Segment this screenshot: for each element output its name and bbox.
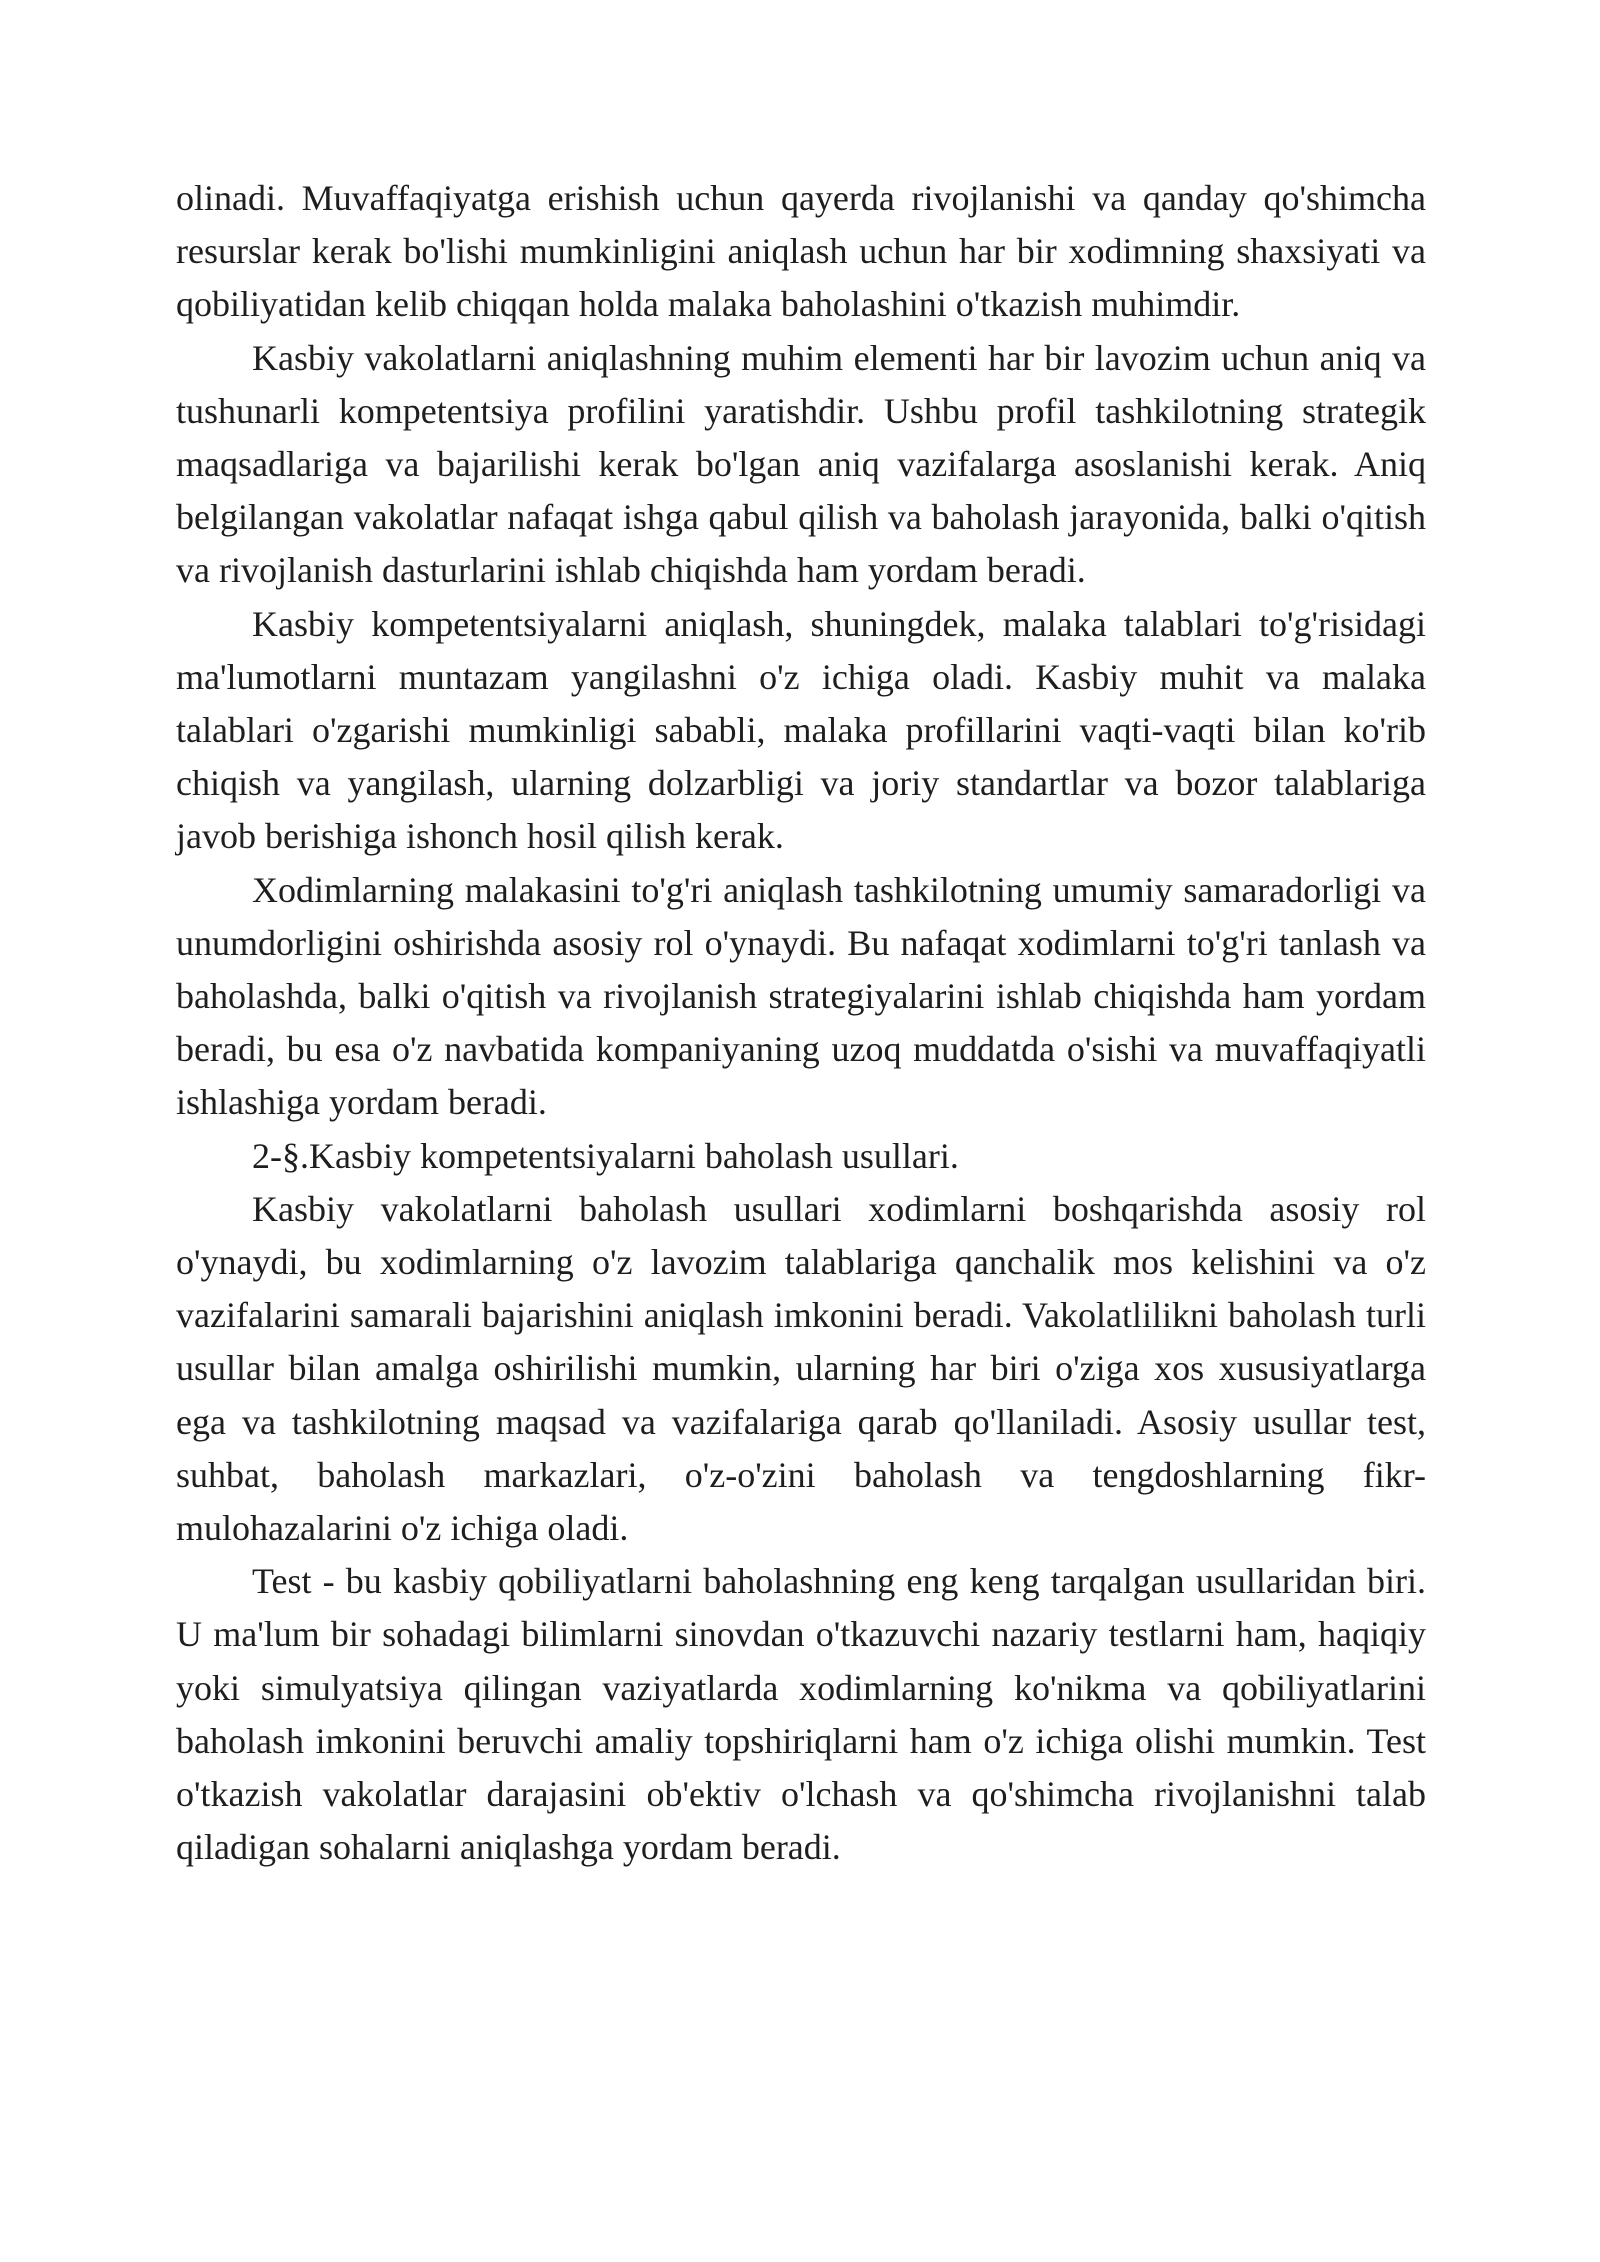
paragraph-continuation: olinadi. Muvaffaqiyatga erishish uchun qayerda rivojlanishi va qanday qo'shimcha resurslar kerak bo'lishi mumkinligini aniqlash uchun har bir xodimning shaxsiyati va qobiliyatidan kelib chiqqan holda malaka baholashini o'tkazish muhimdir. bbox=[176, 178, 1426, 325]
document-page bbox=[176, 172, 1426, 1875]
paragraph-assessment-methods: Kasbiy vakolatlarni baholash usullari xodimlarni boshqarishda asosiy rol o'ynaydi, bu xodimlarning o'z lavozim talablariga qanchalik mos kelishini va o'z vazifalarini samarali bajarishini aniqlash imkonini beradi. Vakolatlilikni baholash turli usullar bilan amalga oshirilishi mumkin, ularning har biri o'ziga xos xususiyatlarga ega va tashkilotning maqsad va vazifalariga qarab qo'llaniladi. Asosiy usullar test, suhbat, baholash markazlari, o'z-o'zini baholash va tengdoshlarning fikr-mulohazalarini o'z ichiga oladi. bbox=[176, 1188, 1426, 1549]
paragraph-testing: Test - bu kasbiy qobiliyatlarni baholashning eng keng tarqalgan usullaridan biri. U ma'lum bir sohadagi bilimlarni sinovdan o'tkazuvchi nazariy testlarni ham, haqiqiy yoki simulyatsiya qilingan vaziyatlarda xodimlarning ko'nikma va qobiliyatlarini baholash imkonini beruvchi amaliy topshiriqlarni ham o'z ichiga olishi mumkin. Test o'tkazish vakolatlar darajasini ob'ektiv o'lchash va qo'shimcha rivojlanishni talab qiladigan sohalarni aniqlashga yordam beradi. bbox=[176, 1561, 1426, 1868]
paragraph-competency-profile: Kasbiy vakolatlarni aniqlashning muhim elementi har bir lavozim uchun aniq va tushunarli kompetentsiya profilini yaratishdir. Ushbu profil tashkilotning strategik maqsadlariga va bajarilishi kerak bo'lgan aniq vazifalarga asoslanishi kerak. Aniq belgilangan vakolatlar nafaqat ishga qabul qilish va baholash jarayonida, balki o'qitish va rivojlanish dasturlarini ishlab chiqishda ham yordam beradi. bbox=[176, 337, 1426, 591]
paragraph-staff-qualification: Xodimlarning malakasini to'g'ri aniqlash tashkilotning umumiy samaradorligi va unumdorligini oshirishda asosiy rol o'ynaydi. Bu nafaqat xodimlarni to'g'ri tanlash va baholashda, balki o'qitish va rivojlanish strategiyalarini ishlab chiqishda ham yordam beradi, bu esa o'z navbatida kompaniyaning uzoq muddatda o'sishi va muvaffaqiyatli ishlashiga yordam beradi. bbox=[176, 869, 1426, 1123]
paragraph-competency-update: Kasbiy kompetentsiyalarni aniqlash, shuningdek, malaka talablari to'g'risidagi ma'lumotlarni muntazam yangilashni o'z ichiga oladi. Kasbiy muhit va malaka talablari o'zgarishi mumkinligi sababli, malaka profillarini vaqti-vaqti bilan ko'rib chiqish va yangilash, ularning dolzarbligi va joriy standartlar va bozor talablariga javob berishiga ishonch hosil qilish kerak. bbox=[176, 603, 1426, 857]
section-heading: 2-§.Kasbiy kompetentsiyalarni baholash usullari. bbox=[252, 1135, 959, 1176]
